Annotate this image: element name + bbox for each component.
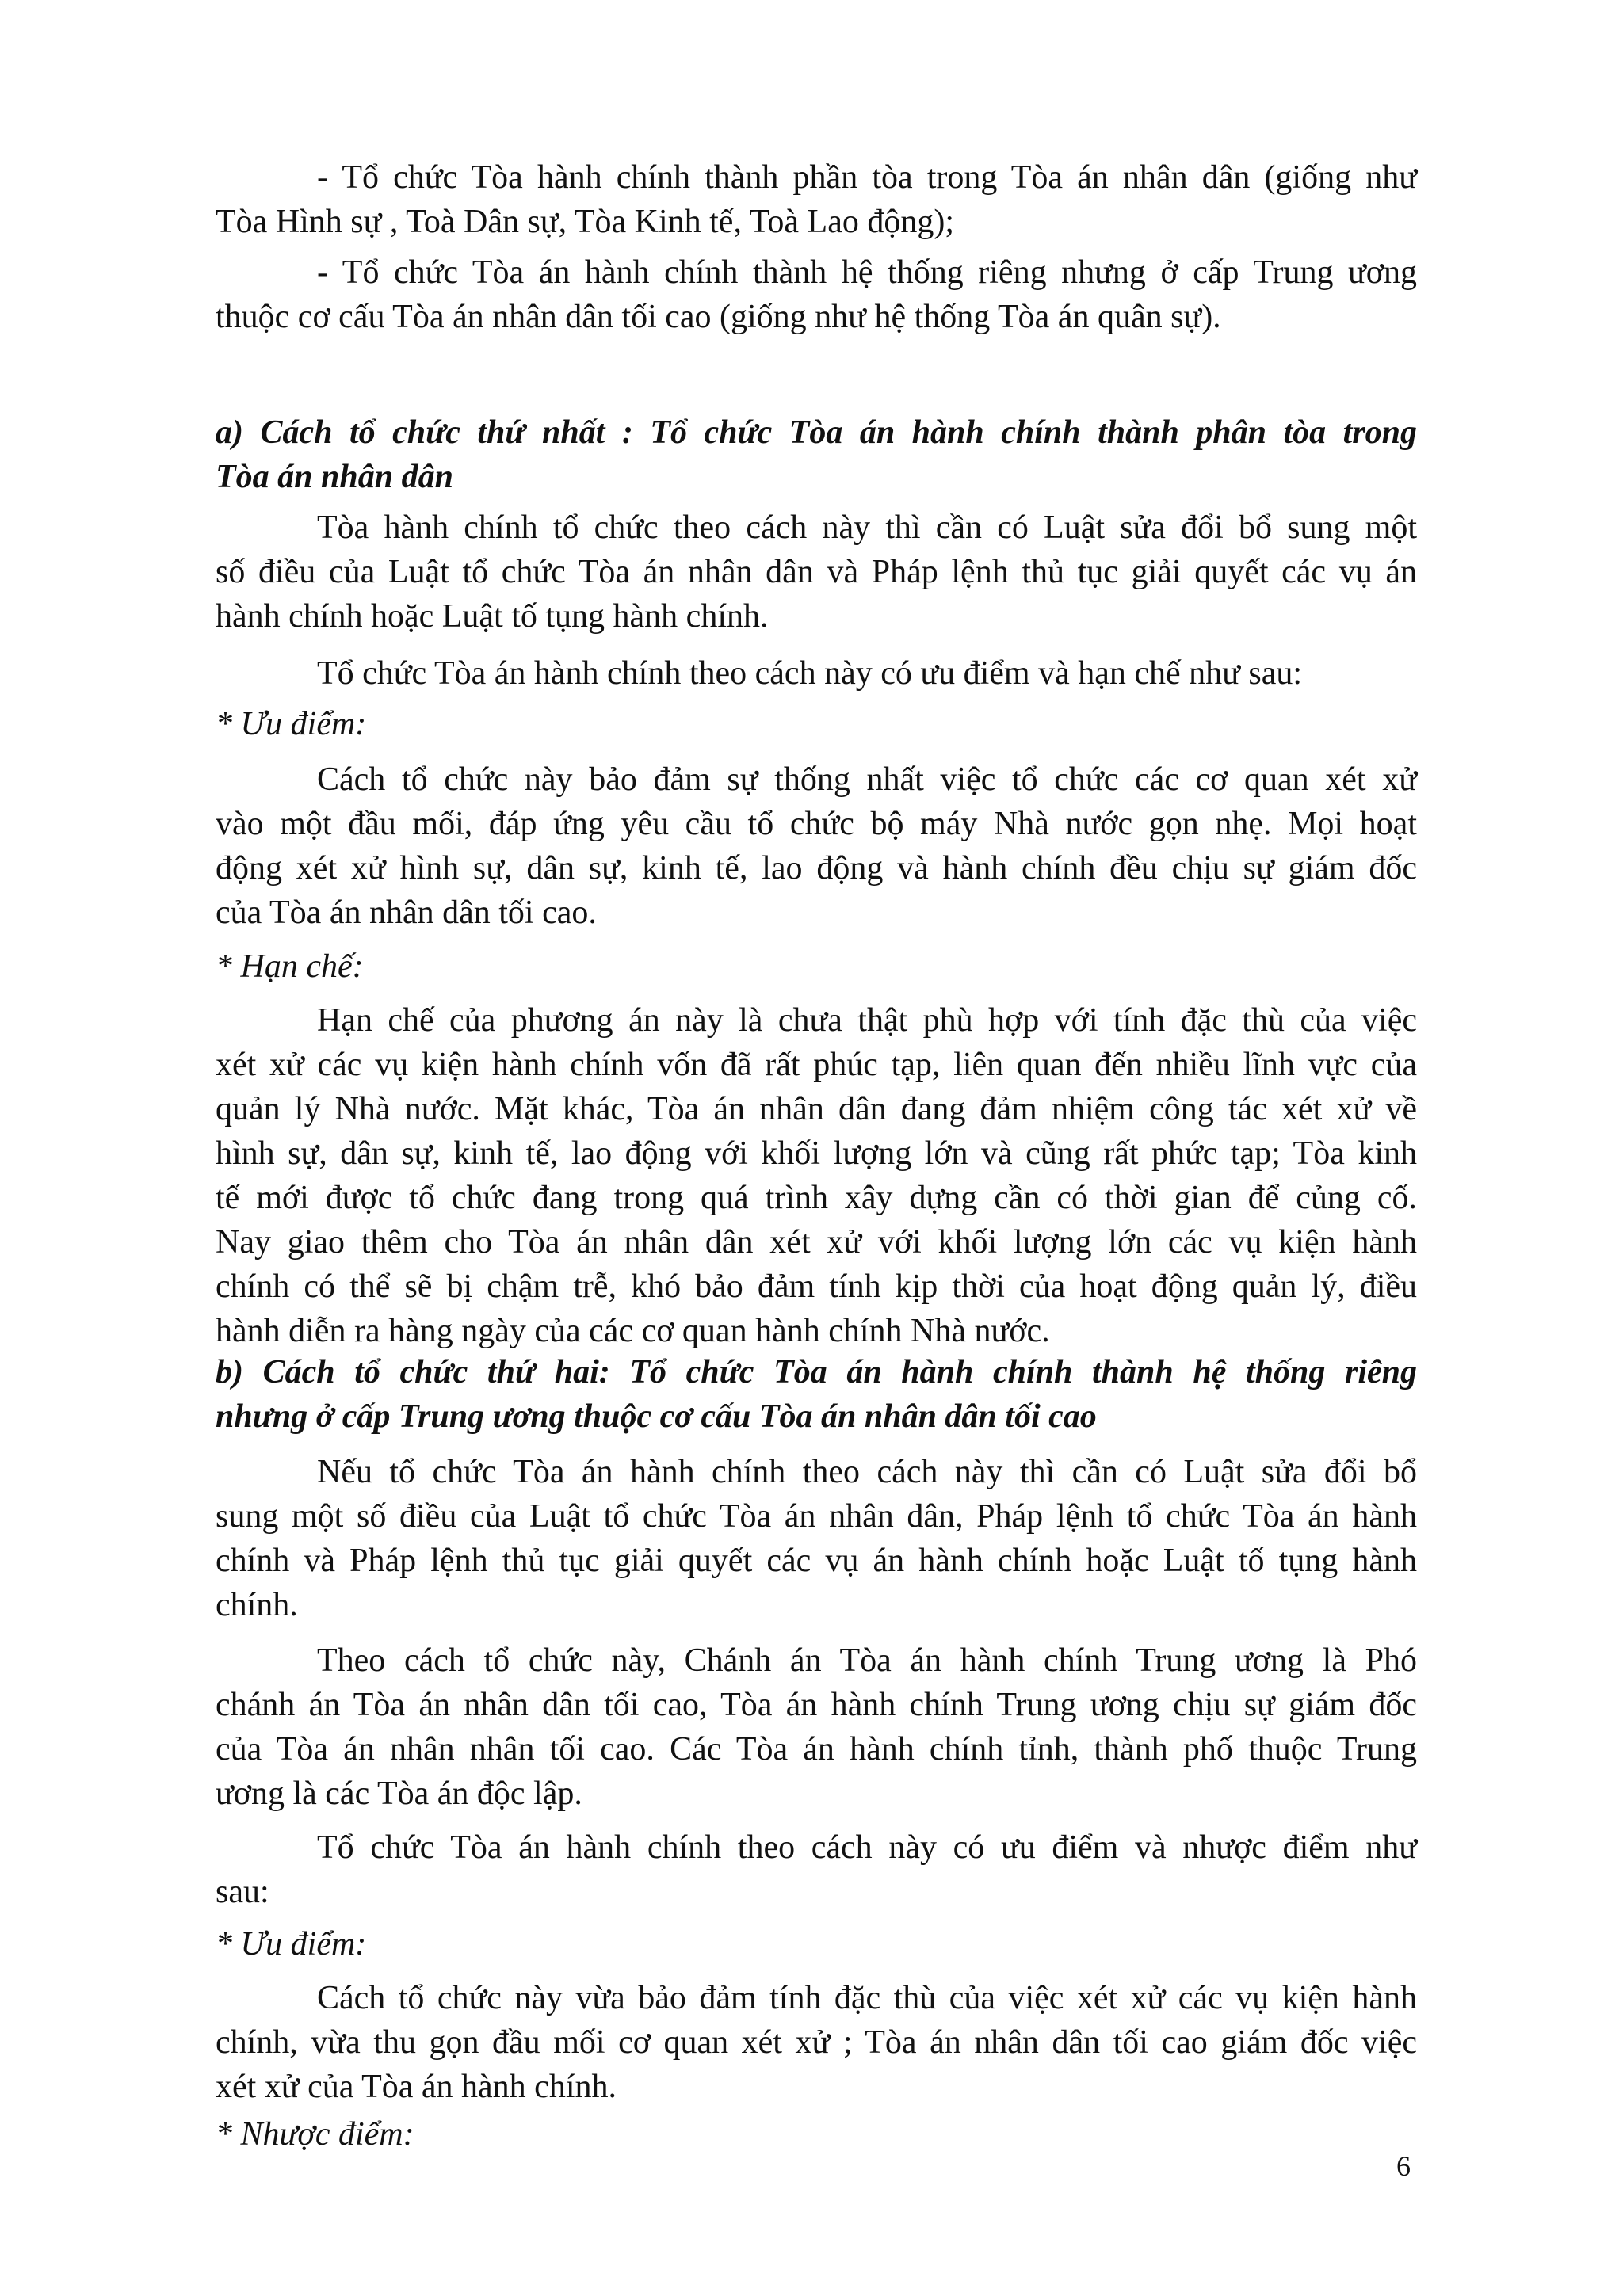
text-line: chính, vừa thu gọn đầu mối cơ quan xét xử ; Tòa án nhân dân tối cao giám đốc việc	[216, 2024, 1417, 2061]
text-line: sung một số điều của Luật tổ chức Tòa án nhân dân, Pháp lệnh tổ chức Tòa án hành	[216, 1498, 1417, 1535]
text-line: của Tòa án nhân nhân tối cao. Các Tòa án hành chính tỉnh, thành phố thuộc Trung	[216, 1731, 1417, 1768]
paragraph-b-summary	[216, 1825, 1417, 1914]
text-line: Nay giao thêm cho Tòa án nhân dân xét xử với khối lượng lớn các vụ kiện hành	[216, 1224, 1417, 1261]
label-limitations-a	[216, 944, 1417, 989]
text-line: hành chính hoặc Luật tố tụng hành chính.	[216, 598, 769, 635]
text-line: chánh án Tòa án nhân dân tối cao, Tòa án hành chính Trung ương chịu sự giám đốc	[216, 1687, 1417, 1723]
label-advantages-a	[216, 702, 1417, 746]
text-line: Hạn chế của phương án này là chưa thật phù hợp với tính đặc thù của việc	[317, 1002, 1417, 1039]
text-line: - Tổ chức Tòa án hành chính thành hệ thống riêng nhưng ở cấp Trung ương	[317, 254, 1417, 291]
text-line: vào một đầu mối, đáp ứng yêu cầu tổ chức bộ máy Nhà nước gọn nhẹ. Mọi hoạt	[216, 806, 1417, 842]
text-line: Tổ chức Tòa án hành chính theo cách này có ưu điểm và hạn chế như sau:	[317, 655, 1303, 692]
paragraph-b-structure	[216, 1638, 1417, 1816]
text-line: Theo cách tổ chức này, Chánh án Tòa án hành chính Trung ương là Phó	[317, 1642, 1417, 1679]
label-advantages-b	[216, 1922, 1417, 1966]
paragraph-b-intro	[216, 1450, 1417, 1627]
text-line: chính.	[216, 1587, 298, 1623]
text-line: sau:	[216, 1874, 269, 1910]
text-line: hình sự, dân sự, kinh tế, lao động với khối lượng lớn và cũng rất phức tạp; Tòa kinh	[216, 1135, 1417, 1172]
text-line: hành diễn ra hàng ngày của các cơ quan hành chính Nhà nước.	[216, 1313, 1050, 1349]
heading-a	[216, 410, 1417, 499]
text-line: - Tổ chức Tòa hành chính thành phần tòa trong Tòa án nhân dân (giống như	[317, 159, 1417, 196]
text-line: ương là các Tòa án độc lập.	[216, 1775, 582, 1812]
text-line: Cách tổ chức này bảo đảm sự thống nhất việc tổ chức các cơ quan xét xử	[317, 761, 1417, 798]
text-line: Tổ chức Tòa án hành chính theo cách này có ưu điểm và nhược điểm như	[317, 1829, 1417, 1866]
text-line: Cách tổ chức này vừa bảo đảm tính đặc thù của việc xét xử các vụ kiện hành	[317, 1980, 1417, 2016]
paragraph-option-1	[216, 155, 1417, 244]
heading-b	[216, 1350, 1417, 1439]
text-line: chính có thể sẽ bị chậm trễ, khó bảo đảm tính kịp thời của hoạt động quản lý, điều	[216, 1268, 1417, 1305]
text-line: Tòa hành chính tổ chức theo cách này thì cần có Luật sửa đổi bổ sung một	[317, 509, 1417, 546]
text-line: * Ưu điểm:	[216, 706, 367, 742]
text-line: Tòa Hình sự , Toà Dân sự, Tòa Kinh tế, Toà Lao động);	[216, 204, 954, 240]
text-line: thuộc cơ cấu Tòa án nhân dân tối cao (giống như hệ thống Tòa án quân sự).	[216, 299, 1221, 335]
paragraph-option-2	[216, 250, 1417, 339]
text-line: Nếu tổ chức Tòa án hành chính theo cách này thì cần có Luật sửa đổi bổ	[317, 1454, 1417, 1490]
text-line: tế mới được tổ chức đang trong quá trình xây dựng cần có thời gian để củng cố.	[216, 1180, 1417, 1216]
page-number: 6	[1396, 2150, 1411, 2182]
text-line: số điều của Luật tổ chức Tòa án nhân dân và Pháp lệnh thủ tục giải quyết các vụ án	[216, 554, 1417, 590]
text-line: chính và Pháp lệnh thủ tục giải quyết các vụ án hành chính hoặc Luật tố tụng hành	[216, 1543, 1417, 1579]
paragraph-b-advantages	[216, 1976, 1417, 2109]
paragraph-a-summary	[216, 651, 1417, 696]
text-line: * Nhược điểm:	[216, 2116, 414, 2153]
text-line: quản lý Nhà nước. Mặt khác, Tòa án nhân dân đang đảm nhiệm công tác xét xử về	[216, 1091, 1417, 1127]
text-line: động xét xử hình sự, dân sự, kinh tế, lao động và hành chính đều chịu sự giám đốc	[216, 850, 1417, 887]
text-line: của Tòa án nhân dân tối cao.	[216, 894, 597, 931]
text-line: Tòa án nhân dân	[216, 459, 453, 495]
text-line: xét xử của Tòa án hành chính.	[216, 2069, 617, 2105]
text-line: * Hạn chế:	[216, 948, 364, 985]
text-line: a) Cách tổ chức thứ nhất : Tổ chức Tòa án hành chính thành phân tòa trong	[216, 414, 1417, 451]
text-line: * Ưu điểm:	[216, 1926, 367, 1962]
text-line: nhưng ở cấp Trung ương thuộc cơ cấu Tòa án nhân dân tối cao	[216, 1398, 1097, 1435]
label-disadvantages-b	[216, 2112, 1417, 2157]
paragraph-a-intro	[216, 505, 1417, 639]
text-line: xét xử các vụ kiện hành chính vốn đã rất phúc tạp, liên quan đến nhiều lĩnh vực của	[216, 1047, 1417, 1083]
text-line: b) Cách tổ chức thứ hai: Tổ chức Tòa án hành chính thành hệ thống riêng	[216, 1354, 1417, 1390]
paragraph-a-advantages	[216, 757, 1417, 935]
paragraph-a-limitations	[216, 998, 1417, 1353]
